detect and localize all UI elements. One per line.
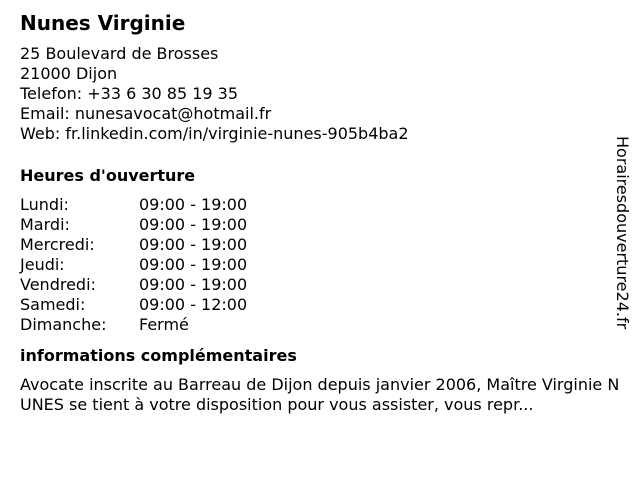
day-label: Samedi: (20, 295, 86, 314)
opening-hours-table (20, 195, 625, 335)
hours-row-wednesday (20, 235, 625, 255)
time-value: 09:00 - 19:00 (139, 215, 248, 234)
street-address: 25 Boulevard de Brosses (20, 44, 219, 63)
time-value: 09:00 - 19:00 (139, 235, 248, 254)
day-label: Mardi: (20, 215, 70, 234)
brand-watermark: Horairesdouverture24.fr (613, 136, 632, 330)
day-label: Dimanche: (20, 315, 107, 334)
time-value: 09:00 - 19:00 (139, 195, 248, 214)
opening-hours-title: Heures d'ouverture (20, 166, 196, 185)
hours-row-tuesday (20, 215, 625, 235)
additional-info-title: informations complémentaires (20, 346, 297, 365)
time-value: 09:00 - 12:00 (139, 295, 248, 314)
time-value: 09:00 - 19:00 (139, 275, 248, 294)
time-value: Fermé (139, 315, 189, 334)
business-card (20, 10, 625, 415)
website-link[interactable]: Web: fr.linkedin.com/in/virginie-nunes-905b4ba2 (20, 124, 409, 143)
hours-row-friday (20, 275, 625, 295)
phone-number[interactable]: Telefon: +33 6 30 85 19 35 (20, 84, 239, 103)
time-value: 09:00 - 19:00 (139, 255, 248, 274)
hours-row-monday (20, 195, 625, 215)
city-postcode: 21000 Dijon (20, 64, 118, 83)
day-label: Mercredi: (20, 235, 95, 254)
contact-details (20, 44, 625, 144)
day-label: Jeudi: (20, 255, 65, 274)
day-label: Vendredi: (20, 275, 96, 294)
hours-row-sunday (20, 315, 625, 335)
hours-row-thursday (20, 255, 625, 275)
business-name: Nunes Virginie (20, 11, 186, 35)
day-label: Lundi: (20, 195, 69, 214)
additional-info-text: Avocate inscrite au Barreau de Dijon depuis janvier 2006, Maître Virginie NUNES se tient à votre disposition pour vous assister, vous repr... (20, 375, 620, 414)
hours-row-saturday (20, 295, 625, 315)
email-address[interactable]: Email: nunesavocat@hotmail.fr (20, 104, 272, 123)
